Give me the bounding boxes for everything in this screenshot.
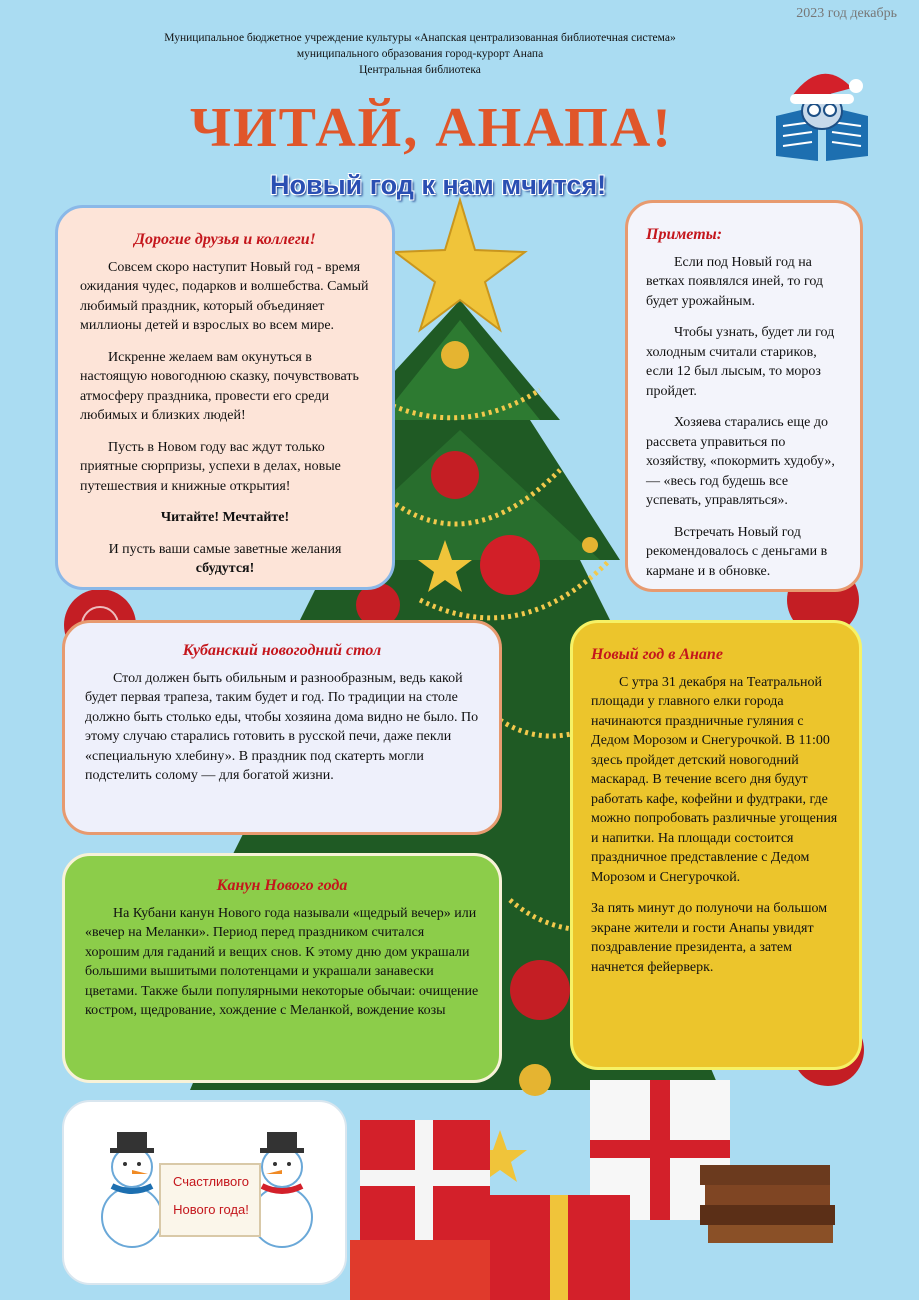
eve-paragraph: На Кубани канун Нового года называли «щедрый вечер» или «вечер на Меланки». Период перед праздником считался хорошим для гаданий и вещих снов. К этому дню дом украшали большими вышитыми полотенцами и украшали занавески цветами. Также были популярными некоторые обычаи: очищение костром, щедрование, хождение с Меланкой, вождение козы [85,905,479,1018]
greeting-wish-end: сбудутся! [195,561,255,576]
institution-line-1: Муниципальное бюджетное учреждение культуры «Анапская централизованная библиотечная система» [164,32,676,44]
issue-date: 2023 год декабрь [796,6,897,21]
eve-box [62,853,502,1083]
eve-heading: Канун Нового года [216,877,348,894]
signs-box [625,200,863,592]
card-line-2: Нового года! [173,1202,249,1217]
anapa-paragraph-1: С утра 31 декабря на Театральной площади у главного елки города начинаются праздничные гуляния с Дедом Морозом и Снегурочкой. В 11:00 здесь пройдет детский новогодний маскарад. В течение всего дня будут работать кафе, кофейни и фудтраки, где можно попробовать различные угощения и напитки. На площади состоится праздничное представление с Дедом Морозом и Снегурочкой. [591,674,838,885]
institution-line-3: Центральная библиотека [359,64,481,76]
anapa-box [570,620,862,1070]
greeting-paragraph-2: Искренне желаем вам окунуться в настоящую новогоднюю сказку, почувствовать атмосферу праздника, провести его среди любимых и близких людей! [80,349,359,423]
anapa-paragraph-2: За пять минут до полуночи на большом экране жители и гости Анапы увидят поздравление президента, а затем начнется фейерверк. [591,901,828,975]
kuban-table-box [62,620,502,835]
anapa-heading: Новый год в Анапе [591,646,723,663]
institution-line-2: муниципального образования город-курорт Анапа [296,48,544,60]
greeting-paragraph-1: Совсем скоро наступит Новый год - время ожидания чудес, подарков и волшебства. Самый любимый праздник, который объединяет миллионы детей и взрослых во всем мире. [80,259,369,333]
greeting-wish [80,540,370,579]
greeting-paragraph-3: Пусть в Новом году вас ждут только приятные сюрпризы, успехи в делах, новые путешествия и книжные открытия! [80,439,341,494]
signs-paragraph-1: Если под Новый год на ветках появлялся иней, то год будет урожайным. [646,254,824,309]
card-text [166,1168,256,1224]
newsletter-subtitle: Новый год к нам мчится! [270,170,607,200]
greeting-heading: Дорогие друзья и коллеги! [134,231,316,248]
greeting-box [55,205,395,590]
signs-heading: Приметы: [646,226,723,243]
greeting-wish-text: И пусть ваши самые заветные желания [108,541,342,557]
greeting-motto: Читайте! Мечтайте! [160,510,290,525]
signs-paragraph-2: Чтобы узнать, будет ли год холодным считали стариков, если 12 был лысым, то мороз пройдет. [646,325,835,399]
greeting-card [62,1100,347,1285]
card-line-1: Счастливого [173,1174,249,1189]
kuban-table-heading: Кубанский новогодний стол [182,642,382,659]
signs-paragraph-3: Хозяева старались еще до рассвета управиться по хозяйству, «покормить худобу», — «весь год будешь все успевать, управляться». [646,415,835,508]
signs-paragraph-4: Встречать Новый год рекомендовалось с деньгами в кармане и в обновке. [646,524,828,579]
kuban-table-paragraph: Стол должен быть обильным и разнообразным, ведь какой будет первая трапеза, таким будет и год. По традиции на столе должно быть столько еды, чтобы хозяина дома видно не было. По этому случаю старались готовить в русской печи, даже пекли «специальную хлебину». В праздник под скатерть могли подстелить солому — для богатой жизни. [85,670,479,783]
institution-header [0,30,840,78]
newsletter-title: ЧИТАЙ, АНАПА! [190,97,673,159]
books-stack [700,1165,830,1185]
library-owl-logo [768,56,878,166]
